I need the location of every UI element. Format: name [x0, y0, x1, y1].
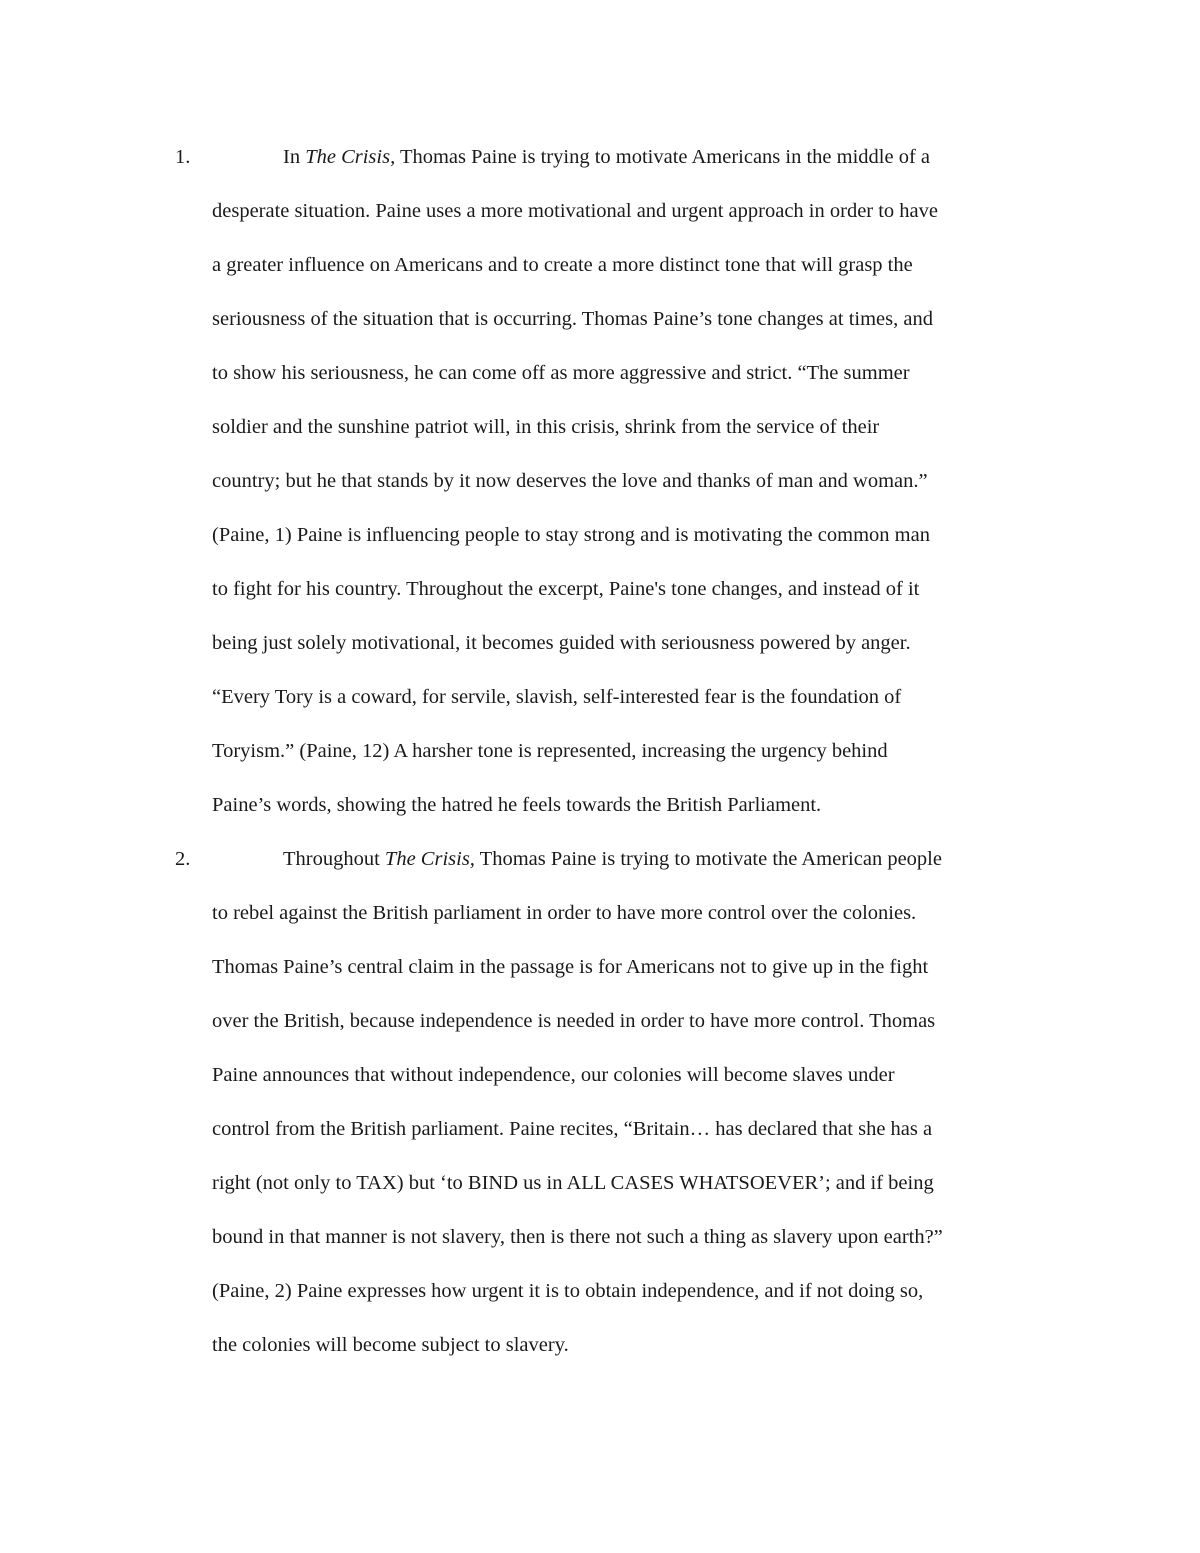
- paragraph-line: right (not only to TAX) but ‘to BIND us in ALL CASES WHATSOEVER’; and if being: [212, 1172, 934, 1194]
- paragraph-line: to rebel against the British parliament in order to have more control over the colonies.: [212, 902, 917, 924]
- paragraph-line: the colonies will become subject to slavery.: [212, 1334, 569, 1356]
- italic-title: The Crisis,: [305, 146, 396, 168]
- paragraph-line: Thomas Paine’s central claim in the passage is for Americans not to give up in the fight: [212, 956, 929, 978]
- paragraph-line: a greater influence on Americans and to create a more distinct tone that will grasp the: [212, 254, 913, 276]
- paragraph-line: over the British, because independence is needed in order to have more control. Thomas: [212, 1010, 936, 1032]
- paragraph-line: (Paine, 2) Paine expresses how urgent it is to obtain independence, and if not doing so,: [212, 1280, 924, 1302]
- paragraph-line: “Every Tory is a coward, for servile, slavish, self-interested fear is the foundation of: [212, 686, 902, 708]
- italic-title: The Crisis,: [384, 848, 475, 870]
- paragraph-line: desperate situation. Paine uses a more motivational and urgent approach in order to have: [212, 200, 939, 222]
- text-run: Throughout: [283, 848, 385, 870]
- item-number: 2.: [175, 848, 191, 870]
- paragraph-line: bound in that manner is not slavery, then is there not such a thing as slavery upon earth?”: [212, 1226, 943, 1248]
- item-number: 1.: [175, 146, 191, 168]
- paragraph-line: control from the British parliament. Paine recites, “Britain… has declared that she has a: [212, 1118, 933, 1140]
- paragraph-line: Paine announces that without independence, our colonies will become slaves under: [212, 1064, 895, 1086]
- paragraph-line: being just solely motivational, it becomes guided with seriousness powered by anger.: [212, 632, 911, 654]
- paragraph-line: [283, 143, 930, 171]
- paragraph-line: to fight for his country. Throughout the excerpt, Paine's tone changes, and instead of it: [212, 578, 920, 600]
- text-run: In: [283, 146, 306, 168]
- paragraph-line: Toryism.” (Paine, 12) A harsher tone is represented, increasing the urgency behind: [212, 740, 888, 762]
- paragraph-line: (Paine, 1) Paine is influencing people to stay strong and is motivating the common man: [212, 524, 930, 546]
- paragraph-line: soldier and the sunshine patriot will, in this crisis, shrink from the service of their: [212, 416, 880, 438]
- text-run: Thomas Paine is trying to motivate the American people: [474, 848, 942, 870]
- paragraph-line: Paine’s words, showing the hatred he feels towards the British Parliament.: [212, 794, 822, 816]
- text-run: Thomas Paine is trying to motivate Americans in the middle of a: [395, 146, 931, 168]
- paragraph-line: seriousness of the situation that is occurring. Thomas Paine’s tone changes at times, and: [212, 308, 933, 330]
- paragraph-line: country; but he that stands by it now deserves the love and thanks of man and woman.”: [212, 470, 928, 492]
- paragraph-line: to show his seriousness, he can come off as more aggressive and strict. “The summer: [212, 362, 910, 384]
- paragraph-line: [283, 845, 942, 873]
